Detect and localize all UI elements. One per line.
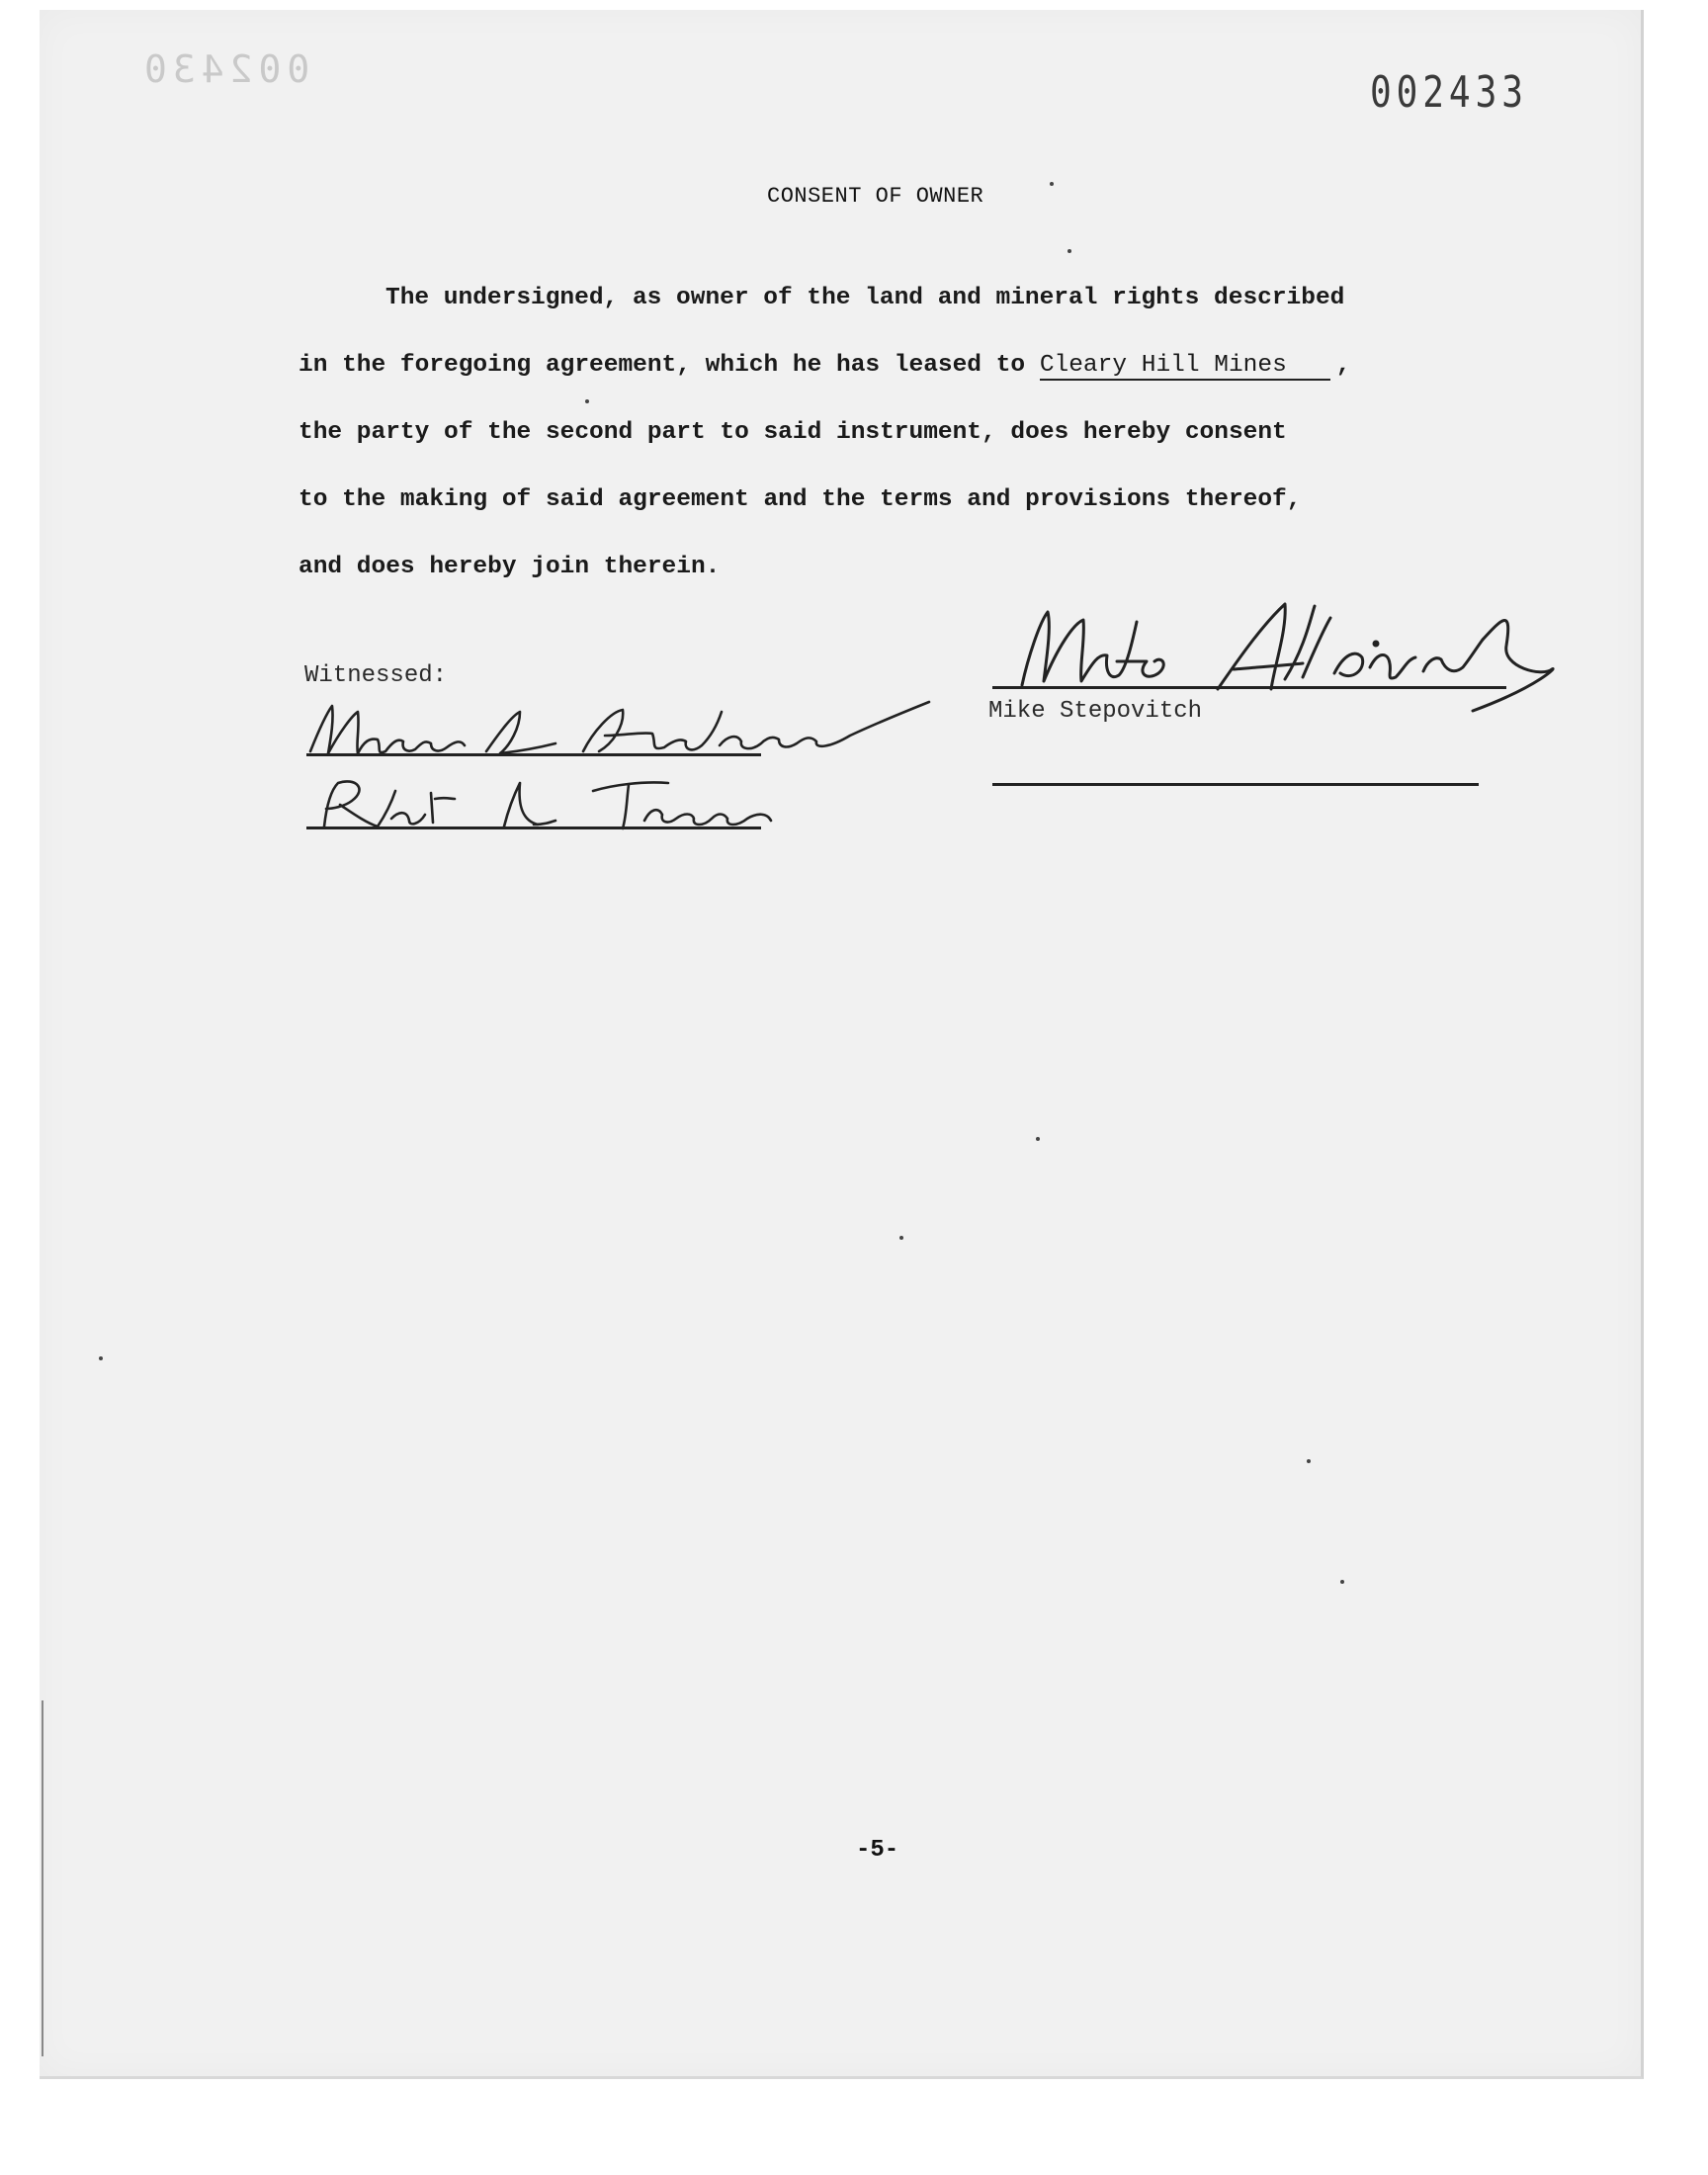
body-line-2-prefix: in the foregoing agreement, which he has leased to <box>299 352 1040 379</box>
scan-speck <box>1340 1580 1344 1584</box>
witness-2-signature-line <box>306 826 761 829</box>
scan-speck <box>1307 1459 1311 1463</box>
document-page <box>40 10 1644 2079</box>
scan-speck <box>1036 1137 1040 1141</box>
owner-signature <box>988 578 1562 717</box>
document-title: CONSENT OF OWNER <box>767 184 984 209</box>
scan-speck <box>1050 182 1054 186</box>
scan-speck <box>899 1236 903 1240</box>
witness-1-signature-line <box>306 753 761 756</box>
body-line-3: the party of the second part to said instrument, does hereby consent <box>299 419 1287 446</box>
body-line-4: to the making of said agreement and the terms and provisions thereof, <box>299 486 1302 513</box>
body-line-2-suffix: , <box>1335 352 1351 379</box>
scan-speck <box>585 399 589 403</box>
body-line-1: The undersigned, as owner of the land and mineral rights described <box>385 285 1345 311</box>
page-number: -5- <box>856 1837 899 1864</box>
body-line-2 <box>299 352 1350 381</box>
owner-signature-line <box>992 686 1506 689</box>
owner-printed-name: Mike Stepovitch <box>988 698 1203 725</box>
scan-speck <box>1068 249 1071 253</box>
document-number: 002433 <box>1370 67 1528 118</box>
body-line-5: and does hereby join therein. <box>299 554 721 580</box>
witness-signature-1 <box>297 692 939 771</box>
witnessed-label: Witnessed: <box>304 662 448 689</box>
bleed-through-stamp: 002430 <box>138 47 310 91</box>
blank-signature-line <box>992 783 1479 786</box>
scan-speck <box>99 1356 103 1360</box>
page-edge-mark <box>42 1700 43 2056</box>
lessee-name: Cleary Hill Mines <box>1040 352 1330 381</box>
